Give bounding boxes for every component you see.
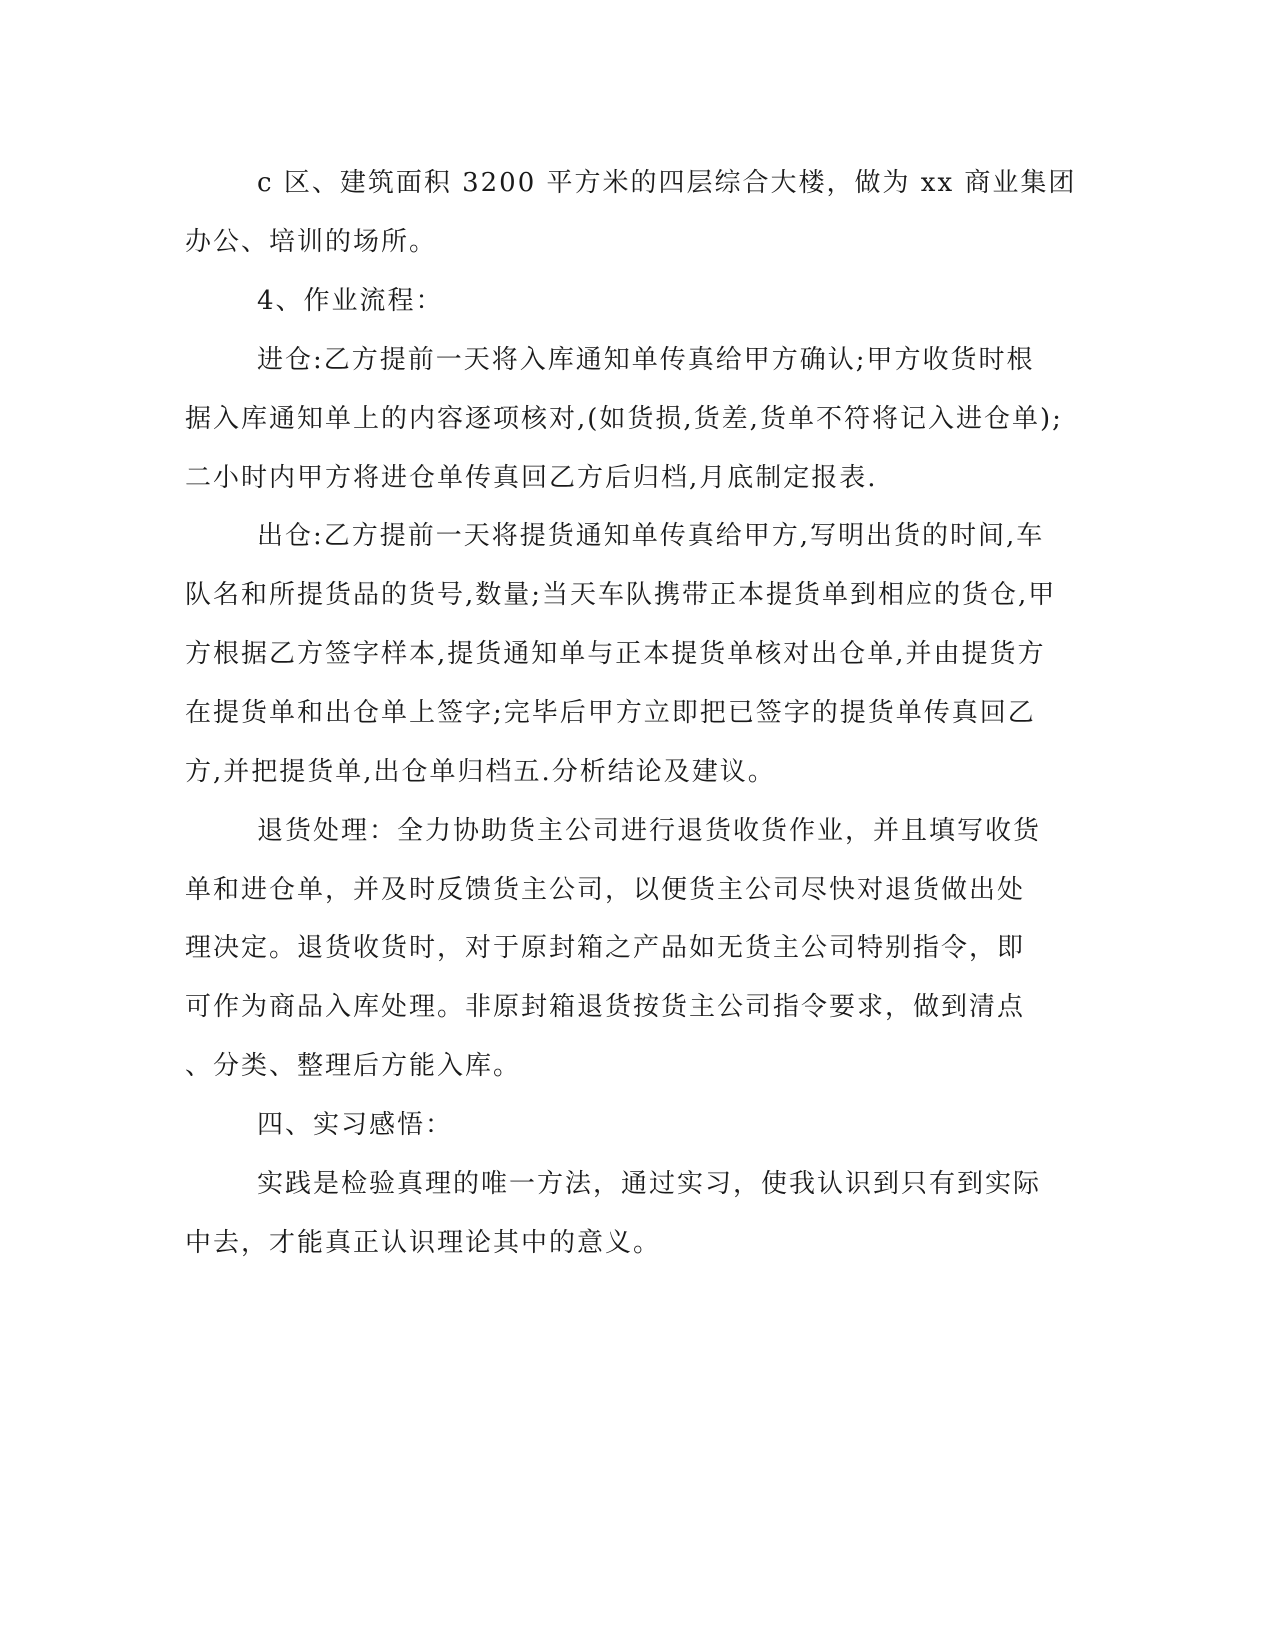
- paragraph-line: 单和进仓单，并及时反馈货主公司，以便货主公司尽快对退货做出处: [185, 875, 1026, 905]
- paragraph-line: 方,并把提货单,出仓单归档五.分析结论及建议。: [185, 757, 776, 787]
- paragraph-line: 理决定。退货收货时，对于原封箱之产品如无货主公司特别指令，即: [185, 933, 1026, 963]
- section-heading: 四、实习感悟：: [257, 1110, 454, 1140]
- paragraph-line: 、分类、整理后方能入库。: [185, 1051, 522, 1081]
- paragraph-line: 二小时内甲方将进仓单传真回乙方后归档,月底制定报表.: [185, 463, 878, 493]
- paragraph-line: 出仓:乙方提前一天将提货通知单传真给甲方,写明出货的时间,车: [257, 521, 1045, 551]
- paragraph-line: 据入库通知单上的内容逐项核对,(如货损,货差,货单不符将记入进仓单);: [185, 404, 1063, 434]
- paragraph-line: 中去，才能真正认识理论其中的意义。: [185, 1228, 662, 1258]
- paragraph-line: 方根据乙方签字样本,提货通知单与正本提货单核对出仓单,并由提货方: [185, 639, 1046, 669]
- paragraph-line: 办公、培训的场所。: [185, 227, 438, 257]
- paragraph-line: 实践是检验真理的唯一方法，通过实习，使我认识到只有到实际: [257, 1169, 1042, 1199]
- paragraph-line: 在提货单和出仓单上签字;完毕后甲方立即把已签字的提货单传真回乙: [185, 698, 1036, 728]
- paragraph-line: c 区、建筑面积 3200 平方米的四层综合大楼，做为 xx 商业集团: [257, 168, 1077, 198]
- paragraph-line: 可作为商品入库处理。非原封箱退货按货主公司指令要求，做到清点: [185, 992, 1026, 1022]
- paragraph-line: 队名和所提货品的货号,数量;当天车队携带正本提货单到相应的货仓,甲: [185, 580, 1057, 610]
- paragraph-line: 退货处理：全力协助货主公司进行退货收货作业，并且填写收货: [257, 816, 1042, 846]
- section-heading: 4、作业流程：: [257, 286, 444, 316]
- paragraph-line: 进仓:乙方提前一天将入库通知单传真给甲方确认;甲方收货时根: [257, 345, 1035, 375]
